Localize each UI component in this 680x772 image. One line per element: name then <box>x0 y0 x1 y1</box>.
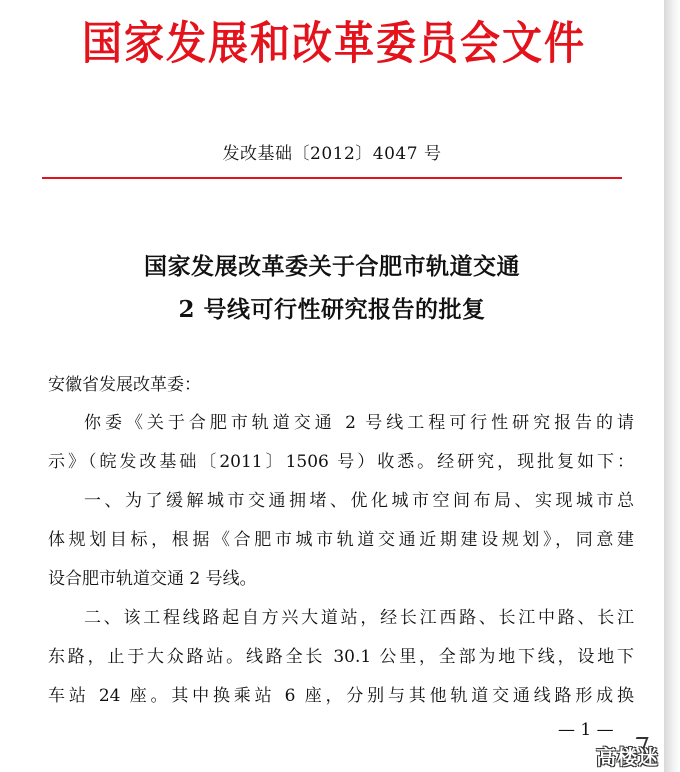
body-text-line: 你委《关于合肥市轨道交通 2 号线工程可行性研究报告的请 <box>84 413 634 433</box>
red-divider-line <box>42 177 622 179</box>
body-text-line: 设合肥市轨道交通 2 号线。 <box>48 569 257 589</box>
site-watermark <box>590 737 670 767</box>
body-text-line: 示》（皖发改基础〔2011〕1506 号）收悉。经研究，现批复如下： <box>48 452 634 472</box>
page-number: — 1 — <box>558 720 614 740</box>
document-title-line-2: 2 号线可行性研究报告的批复 <box>178 296 486 323</box>
addressee: 安徽省发展改革委： <box>48 375 201 395</box>
document-title-line-1: 国家发展改革委关于合肥市轨道交通 <box>144 253 520 280</box>
body-text-line: 东路，止于大众路站。线路全长 30.1 公里，全部为地下线，设地下 <box>48 647 634 667</box>
document-masthead: 国家发展和改革委员会文件 <box>82 18 586 70</box>
document-number: 发改基础〔2012〕4047 号 <box>222 144 442 164</box>
body-text-line: 二、该工程线路起自方兴大道站，经长江西路、长江中路、长江 <box>84 608 634 628</box>
body-text-line: 体规划目标，根据《合肥市城市轨道交通近期建设规划》，同意建 <box>48 530 634 550</box>
page-edge-shadow <box>664 0 680 772</box>
watermark-text: 高楼迷 <box>596 745 659 769</box>
body-text-line: 车站 24 座。其中换乘站 6 座，分别与其他轨道交通线路形成换 <box>48 686 634 706</box>
body-text-line: 一、为了缓解城市交通拥堵、优化城市空间布局、实现城市总 <box>84 491 634 511</box>
